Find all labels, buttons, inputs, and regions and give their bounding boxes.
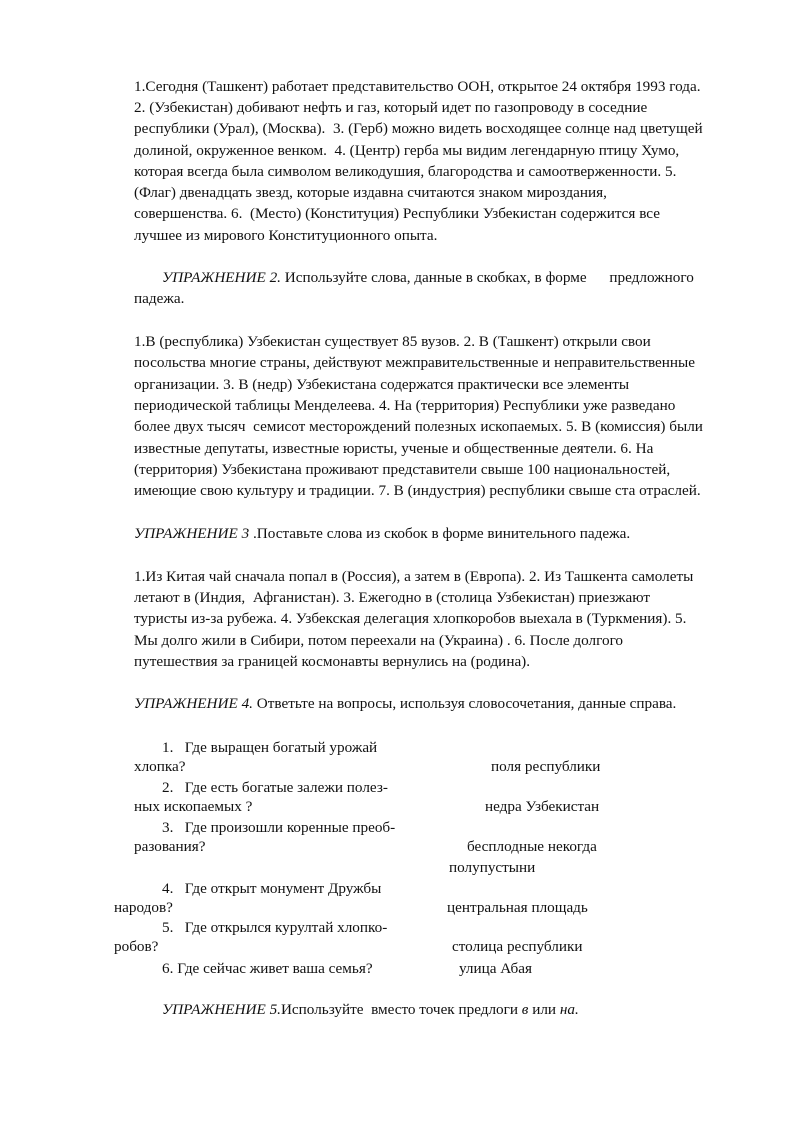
answer-4: центральная площадь xyxy=(447,899,588,916)
exercise-2-instruction-cont: падежа. xyxy=(134,290,185,307)
exercise-3-title: УПРАЖНЕНИЕ 3 xyxy=(134,525,250,542)
question-1: 1. Где выращен богатый урожай xyxy=(162,739,378,756)
answer-2: недра Узбекистан xyxy=(485,798,600,815)
question-6: 6. Где сейчас живет ваша семья? xyxy=(162,960,373,977)
connector-word: или xyxy=(528,1001,560,1018)
exercise-3-heading xyxy=(134,523,630,544)
answer-3-cont: полупустыни xyxy=(449,859,536,876)
text-line: имеющие свою культуру и традиции. 7. В (индустрия) республики свыше ста отраслей. xyxy=(134,482,701,499)
exercise-3-instruction: .Поставьте слова из скобок в форме винительного падежа. xyxy=(249,525,631,542)
text-line: организации. 3. В (недр) Узбекистана содержатся практически все элементы xyxy=(134,376,630,393)
question-4: 4. Где открыт монумент Дружбы xyxy=(162,880,382,897)
exercise-4-instruction: Ответьте на вопросы, используя словосочетания, данные справа. xyxy=(252,695,677,712)
text-line: долиной, окруженное венком. 4. (Центр) герба мы видим легендарную птицу Хумо, xyxy=(134,142,680,159)
exercise-5-title: УПРАЖНЕНИЕ 5. xyxy=(162,1001,281,1018)
text-line: (территория) Узбекистана проживают представители свыше 100 национальностей, xyxy=(134,461,671,478)
text-line: 2. (Узбекистан) добивают нефть и газ, который идет по газопроводу в соседние xyxy=(134,99,648,116)
question-4-cont: народов? xyxy=(114,899,173,916)
exercise-2-title: УПРАЖНЕНИЕ 2. xyxy=(162,269,281,286)
text-line: известные депутаты, известные юристы, ученые и общественные деятели. 6. На xyxy=(134,440,654,457)
question-1-cont: хлопка? xyxy=(134,758,186,775)
text-line: лучшее из мирового Конституционного опыта. xyxy=(134,227,438,244)
exercise-2-instruction: Используйте слова, данные в скобках, в форме предложного xyxy=(280,269,694,286)
text-line: путешествия за границей космонавты вернулись на (родина). xyxy=(134,653,531,670)
text-line: совершенства. 6. (Место) (Конституция) Республики Узбекистан содержится все xyxy=(134,205,660,222)
preposition-na: на. xyxy=(559,1001,579,1018)
text-line: туристы из-за рубежа. 4. Узбекская делегация хлопкоробов выехала в (Туркмения). 5. xyxy=(134,610,687,627)
question-3-cont: разования? xyxy=(134,838,206,855)
question-5-cont: робов? xyxy=(114,938,159,955)
text-line: республики (Урал), (Москва). 3. (Герб) можно видеть восходящее солнце над цветущей xyxy=(134,120,703,137)
answer-3: бесплодные некогда xyxy=(467,838,597,855)
exercise-5-instruction: Используйте вместо точек предлоги xyxy=(280,1001,522,1018)
question-2-cont: ных ископаемых ? xyxy=(134,798,253,815)
text-line: летают в (Индия, Афганистан). 3. Ежегодно в (столица Узбекистан) приезжают xyxy=(134,589,651,606)
question-3: 3. Где произошли коренные преоб- xyxy=(162,819,396,836)
text-line: (Флаг) двенадцать звезд, которые издавна считаются знаком мироздания, xyxy=(134,184,607,201)
text-line: периодической таблицы Менделеева. 4. На (территория) Республики уже разведано xyxy=(134,397,676,414)
exercise-2-heading xyxy=(162,267,694,288)
text-line: 1.Из Китая чай сначала попал в (Россия), а затем в (Европа). 2. Из Ташкента самолеты xyxy=(134,568,694,585)
exercise-4-title: УПРАЖНЕНИЕ 4. xyxy=(134,695,253,712)
answer-5: столица республики xyxy=(452,938,583,955)
answer-6: улица Абая xyxy=(459,960,532,977)
text-line: которая всегда была символом великодушия, благородства и самоотверженности. 5. xyxy=(134,163,677,180)
text-line: 1.В (республика) Узбекистан существует 85 вузов. 2. В (Ташкент) открыли свои xyxy=(134,333,651,350)
exercise-5-heading xyxy=(162,999,579,1020)
text-line: 1.Сегодня (Ташкент) работает представительство ООН, открытое 24 октября 1993 года. xyxy=(134,78,701,95)
answer-1: поля республики xyxy=(491,758,601,775)
question-5: 5. Где открылся курултай хлопко- xyxy=(162,919,388,936)
text-line: посольства многие страны, действуют межправительственные и неправительственные xyxy=(134,354,696,371)
text-line: Мы долго жили в Сибири, потом переехали на (Украина) . 6. После долгого xyxy=(134,632,624,649)
text-line: более двух тысяч семисот месторождений полезных ископаемых. 5. В (комиссия) были xyxy=(134,418,703,435)
question-2: 2. Где есть богатые залежи полез- xyxy=(162,779,388,796)
preposition-v: в xyxy=(521,1001,529,1018)
exercise-4-heading xyxy=(134,693,676,714)
